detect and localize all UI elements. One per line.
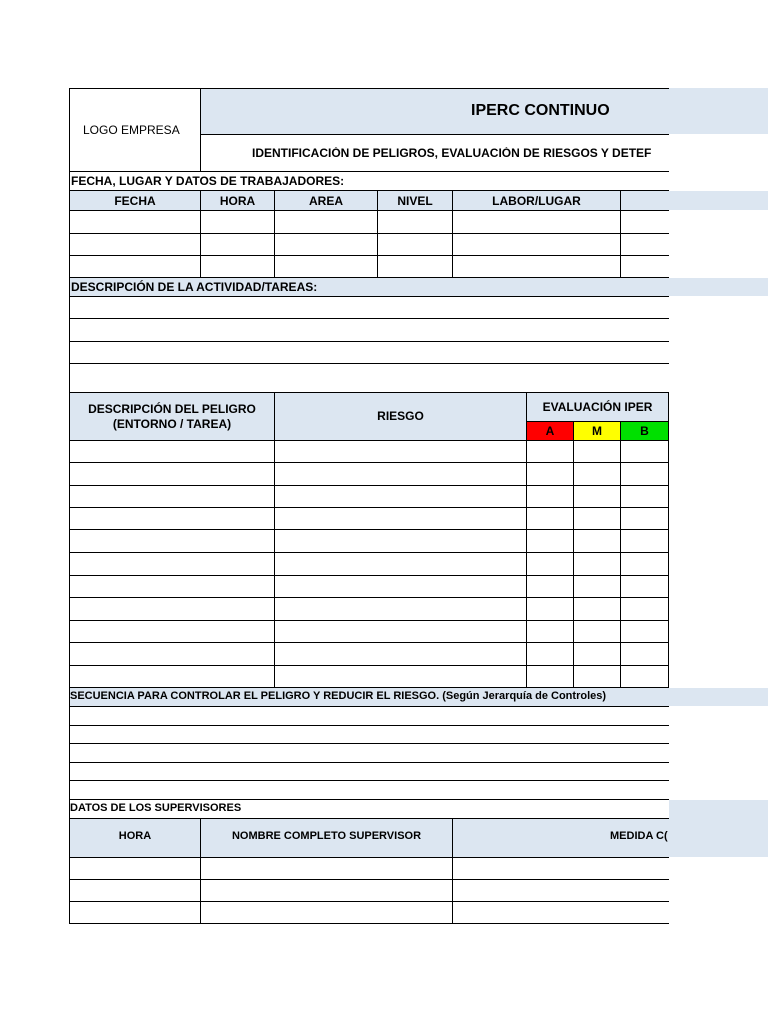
page-subtitle: IDENTIFICACIÓN DE PELIGROS, EVALUACIÓN DE RIESGOS Y DETEF [252, 147, 652, 159]
col-peligro-label: DESCRIPCIÓN DEL PELIGRO (ENTORNO / TAREA) [88, 402, 256, 431]
secuencia-section-title: SECUENCIA PARA CONTROLAR EL PELIGRO Y REDUCIR EL RIESGO. (Según Jerarquía de Controles) [70, 690, 607, 702]
datos-section-title: FECHA, LUGAR Y DATOS DE TRABAJADORES: [71, 174, 345, 188]
supervisores-section-title: DATOS DE LOS SUPERVISORES [70, 802, 242, 814]
actividad-section-title: DESCRIPCIÓN DE LA ACTIVIDAD/TAREAS: [71, 280, 318, 294]
col-sup-nombre: NOMBRE COMPLETO SUPERVISOR [231, 830, 422, 842]
col-evaluacion: EVALUACIÓN IPER [542, 400, 653, 414]
col-sup-hora: HORA [118, 830, 152, 842]
col-nivel: NIVEL [397, 194, 433, 208]
col-fecha: FECHA [114, 194, 156, 208]
col-area: AREA [308, 194, 343, 208]
level-b-label: B [640, 424, 649, 438]
col-sup-medida: MEDIDA C( [610, 831, 668, 842]
logo-placeholder: LOGO EMPRESA [83, 123, 180, 137]
col-riesgo: RIESGO [377, 409, 424, 423]
level-a-label: A [545, 424, 555, 438]
col-hora: HORA [219, 194, 256, 208]
col-peligro [70, 402, 274, 432]
level-m-label: M [592, 424, 602, 438]
col-labor-lugar: LABOR/LUGAR [492, 194, 581, 208]
page-title: IPERC CONTINUO [471, 102, 610, 119]
